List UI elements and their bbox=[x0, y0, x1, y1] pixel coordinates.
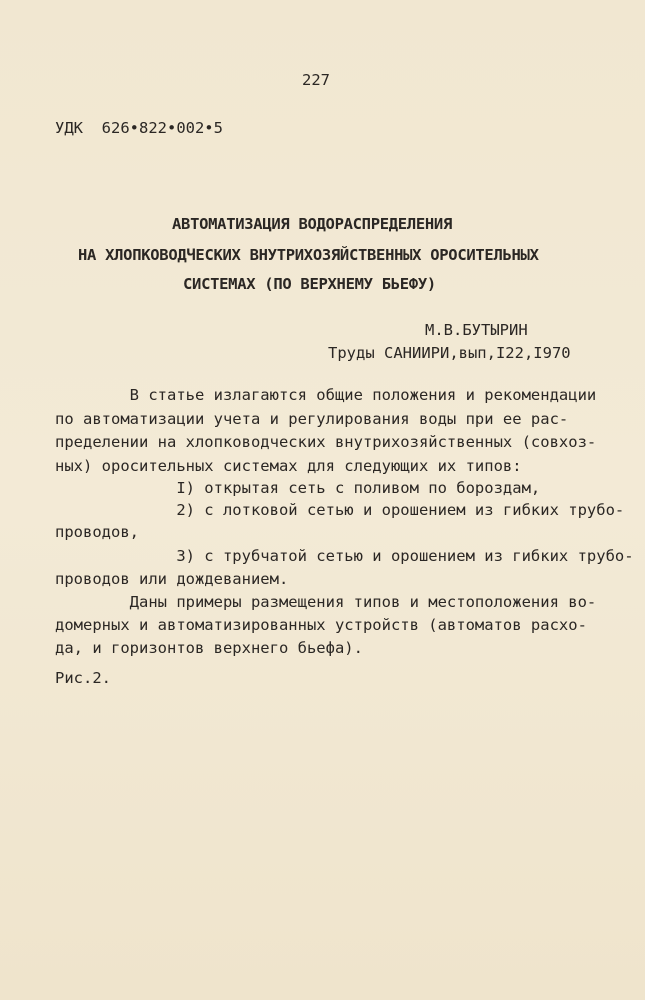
udk-code: УДК 626•822•002•5 bbox=[55, 119, 223, 137]
title-line-3: СИСТЕМАХ (ПО ВЕРХНЕМУ БЬЕФУ) bbox=[183, 275, 436, 293]
body-line: В статье излагаются общие положения и рекомендации bbox=[55, 386, 597, 404]
body-line: пределении на хлопководческих внутрихозяйственных (совхоз- bbox=[55, 433, 597, 451]
body-line: домерных и автоматизированных устройств (автоматов расхо- bbox=[55, 616, 587, 634]
title-line-1: АВТОМАТИЗАЦИЯ ВОДОРАСПРЕДЕЛЕНИЯ bbox=[172, 215, 452, 233]
body-line: по автоматизации учета и регулирования воды при ее рас- bbox=[55, 410, 569, 428]
body-line: Даны примеры размещения типов и местоположения во- bbox=[55, 593, 597, 611]
body-line: проводов, bbox=[55, 523, 139, 541]
body-line: 3) с трубчатой сетью и орошением из гибких трубо- bbox=[55, 547, 634, 565]
title-line-2: НА ХЛОПКОВОДЧЕСКИХ ВНУТРИХОЗЯЙСТВЕННЫХ ОРОСИТЕЛЬНЫХ bbox=[78, 246, 539, 264]
body-line: да, и горизонтов верхнего бьефа). bbox=[55, 639, 363, 657]
source-citation: Труды САНИИРИ,вып,I22,I970 bbox=[328, 344, 571, 362]
figure-reference: Рис.2. bbox=[55, 669, 111, 687]
body-line: 2) с лотковой сетью и орошением из гибких трубо- bbox=[55, 501, 625, 519]
body-line: проводов или дождеванием. bbox=[55, 570, 289, 588]
body-line: I) открытая сеть с поливом по бороздам, bbox=[55, 479, 541, 497]
page-number: 227 bbox=[302, 71, 330, 89]
body-line: ных) оросительных системах для следующих их типов: bbox=[55, 457, 522, 475]
author-name: М.В.БУТЫРИН bbox=[425, 321, 528, 339]
